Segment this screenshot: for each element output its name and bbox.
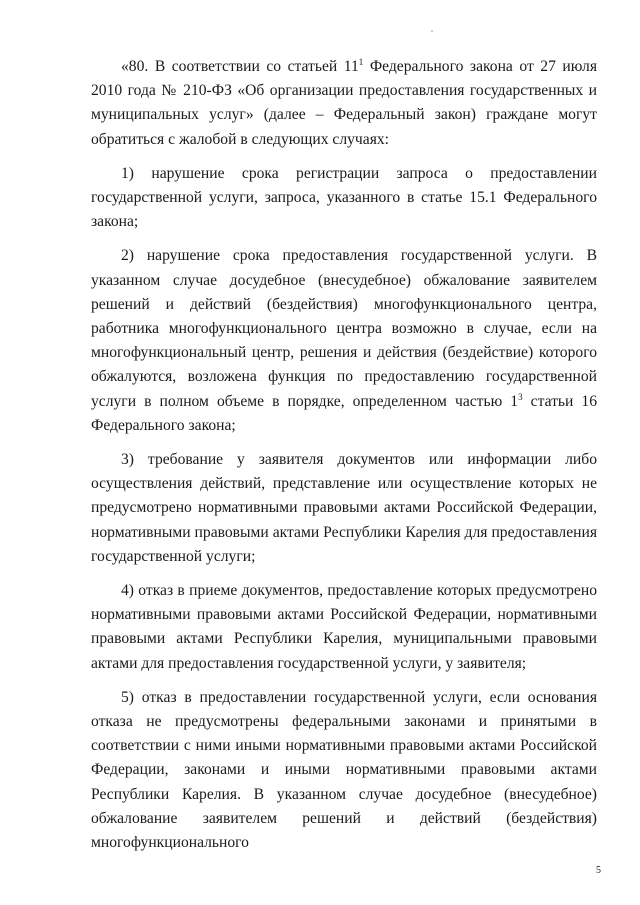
list-item-2 [91,244,597,438]
part-superscript: 3 [518,391,523,402]
paragraph-80-tail: Федерального закона от 27 июля 2010 года № 210-ФЗ «Об организации предоставления государственных и муниципальных услуг» (далее – Федеральный закон) граждане могут обратиться с жалобой в следующих случаях: [91,58,597,148]
scan-speck [431,30,433,32]
list-item-2-lead: 2) нарушение срока предоставления государственной услуги. В указанном случае досудебное (внесудебное) обжалование заявителем решений и действий (бездействия) многофункционального центра, работника многофункционального центра возможно в случае, если на многофункциональный центр, решения и действия (бездействие) которого обжалуются, возложена функция по предоставлению государственной услуги в полном объеме в порядке, определенном частью 1 [91,247,597,410]
page-number: 5 [596,865,601,876]
paragraph-80 [91,55,597,152]
article-superscript: 1 [358,57,364,67]
document-body [91,55,597,865]
list-item-4: 4) отказ в приеме документов, предоставление которых предусмотрено нормативными правовыми актами Российской Федерации, нормативными правовыми актами Республики Карелия, муниципальными правовыми актами для предоставления государственной услуги, у заявителя; [91,582,597,672]
paragraph-80-lead: «80. В соответствии со статьей 11 [121,58,359,75]
list-item-2-tail: статьи 16 Федерального закона; [91,392,597,434]
list-item-5: 5) отказ в предоставлении государственной услуги, если основания отказа не предусмотрены федеральными законами и принятыми в соответствии с ними иными нормативными правовыми актами Российской Федерации, законами и иными нормативными правовыми актами Республики Карелия. В указанном случае досудебное (внесудебное) обжалование заявителем решений и действий (бездействия) многофункционального [91,688,597,852]
list-item-3: 3) требование у заявителя документов или информации либо осуществления действий, представление или осуществление которых не предусмотрено нормативными правовыми актами Российской Федерации, нормативными правовыми актами Республики Карелия для предоставления государственной услуги; [91,451,597,565]
list-item-1: 1) нарушение срока регистрации запроса о предоставлении государственной услуги, запроса, указанного в статье 15.1 Федерального закона; [91,164,597,231]
